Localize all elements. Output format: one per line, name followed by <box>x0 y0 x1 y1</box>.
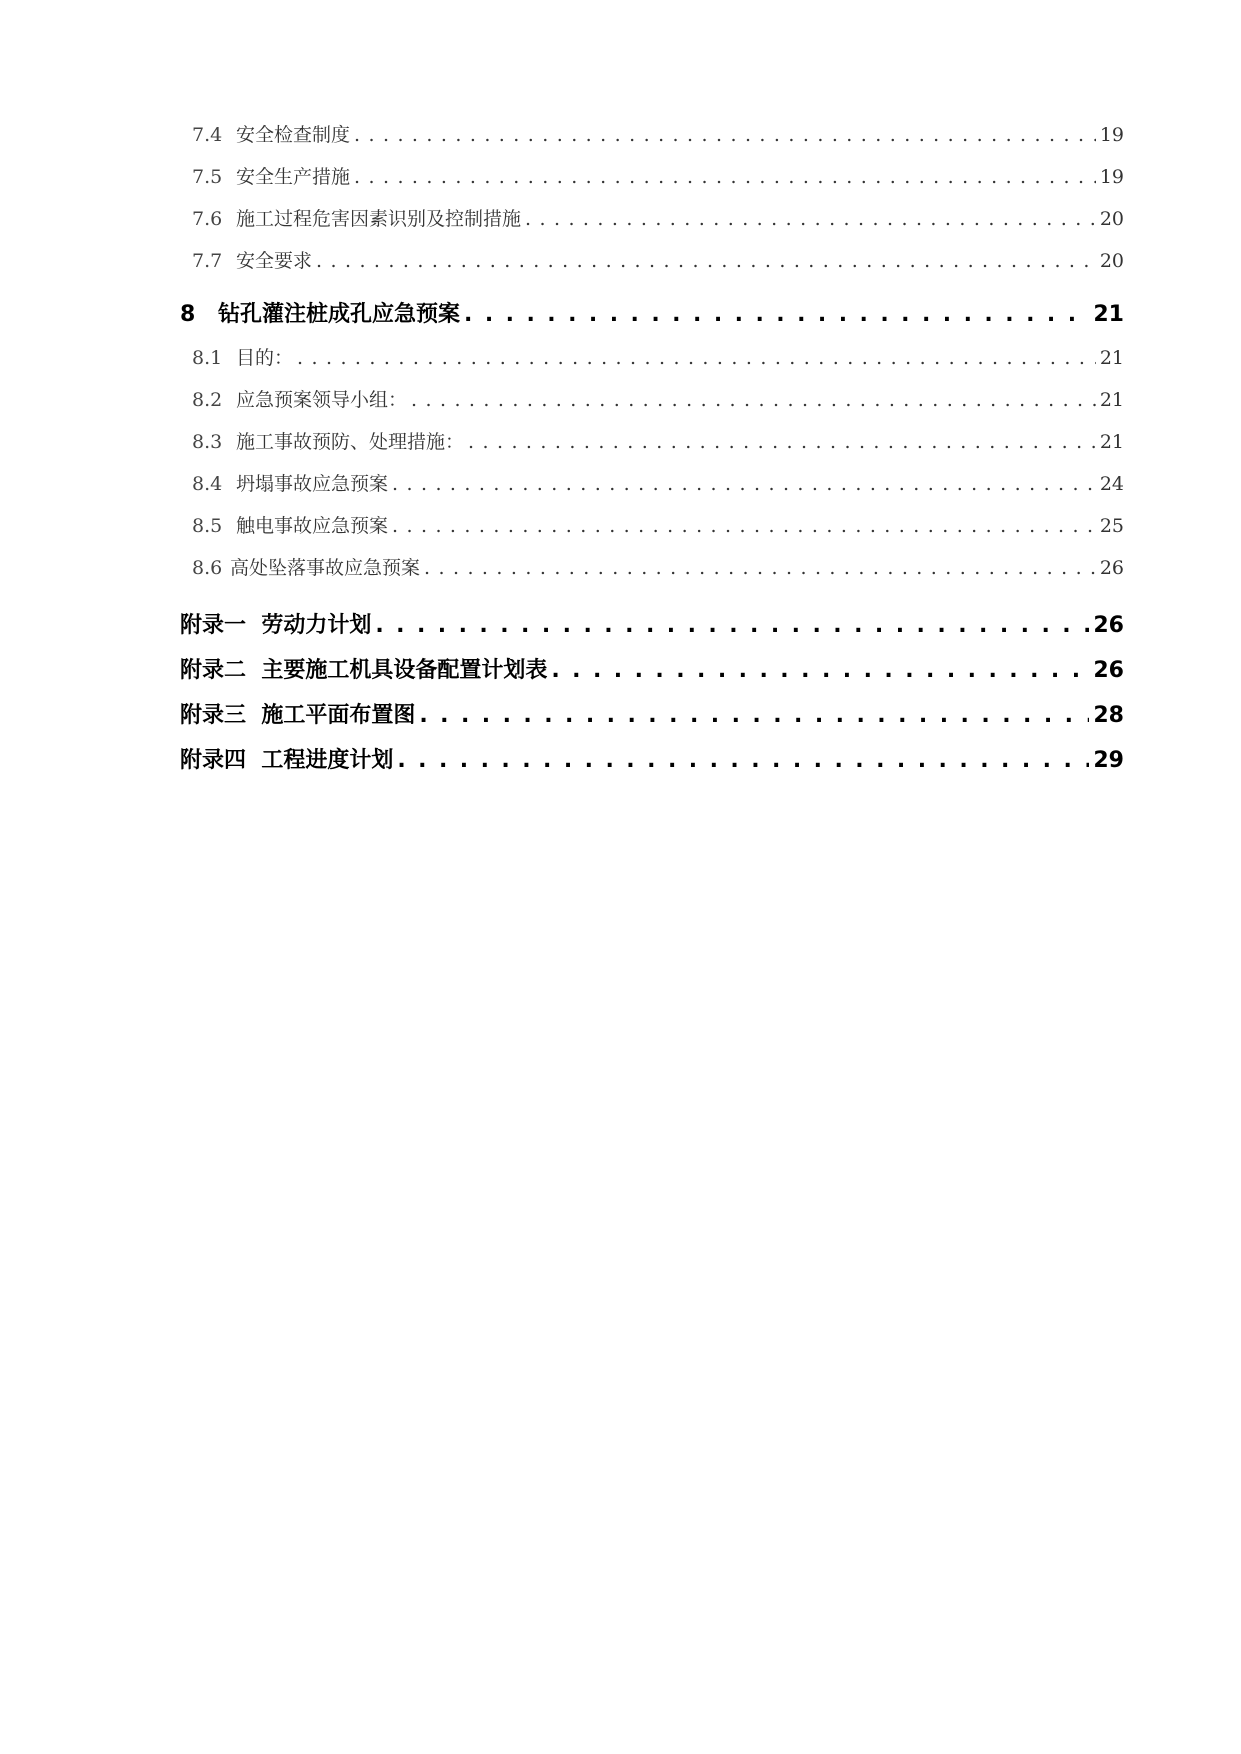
toc-entry-label <box>192 156 350 198</box>
dot-leader <box>419 693 1089 738</box>
toc-appendix-page: 26 <box>1093 613 1124 638</box>
toc-entry-page: 19 <box>1099 124 1124 146</box>
toc-chapter-8[interactable] <box>180 292 1124 337</box>
toc-entry-title: 安全要求 <box>236 250 313 272</box>
toc-chapter-label <box>180 292 460 337</box>
toc-entry-title: 施工过程危害因素识别及控制措施 <box>236 208 522 230</box>
toc-appendix-page: 26 <box>1093 658 1124 683</box>
toc-entry-number: 8.1 <box>192 347 223 369</box>
toc-appendix-page: 29 <box>1093 748 1124 773</box>
toc-appendix-title: 附录三 施工平面布置图 <box>180 703 416 728</box>
toc-entry-page: 21 <box>1099 389 1124 411</box>
toc-entry-label <box>192 463 388 505</box>
dot-leader <box>525 198 1096 240</box>
toc-entry-7-5[interactable] <box>180 156 1124 198</box>
dot-leader <box>375 603 1089 648</box>
toc-entry-8-5[interactable] <box>180 505 1124 547</box>
toc-entry-title: 安全检查制度 <box>236 124 351 146</box>
toc-entry-number: 8.5 <box>192 515 223 537</box>
dot-leader <box>468 421 1096 463</box>
toc-entry-number: 8.3 <box>192 431 223 453</box>
toc-appendix-title: 附录二 主要施工机具设备配置计划表 <box>180 658 548 683</box>
toc-entry-7-6[interactable] <box>180 198 1124 240</box>
toc-entry-label <box>192 114 350 156</box>
toc-entry-label <box>192 379 407 421</box>
toc-entry-page: 19 <box>1099 166 1124 188</box>
toc-entry-label <box>192 240 312 282</box>
toc-entry-label <box>192 421 464 463</box>
dot-leader <box>464 292 1089 337</box>
toc-entry-page: 21 <box>1099 347 1124 369</box>
dot-leader <box>424 547 1096 589</box>
toc-entry-title: 安全生产措施 <box>236 166 351 188</box>
toc-entry-8-2[interactable] <box>180 379 1124 421</box>
toc-entry-title: 坍塌事故应急预案 <box>236 473 389 495</box>
toc-entry-number: 7.7 <box>192 250 223 272</box>
dot-leader <box>354 156 1096 198</box>
dot-leader <box>392 463 1096 505</box>
toc-entry-title: 应急预案领导小组： <box>236 389 408 411</box>
toc-appendix-2[interactable] <box>180 648 1124 693</box>
dot-leader <box>392 505 1096 547</box>
toc-entry-8-6[interactable] <box>180 547 1124 589</box>
toc-appendix-page: 28 <box>1093 703 1124 728</box>
toc-entry-8-3[interactable] <box>180 421 1124 463</box>
dot-leader <box>411 379 1096 421</box>
toc-entry-label <box>192 505 388 547</box>
toc-entry-8-4[interactable] <box>180 463 1124 505</box>
toc-entry-number: 8.4 <box>192 473 223 495</box>
toc-entry-label <box>192 198 521 240</box>
toc-appendix-4[interactable] <box>180 738 1124 783</box>
toc-entry-page: 26 <box>1099 557 1124 579</box>
toc-appendix-1[interactable] <box>180 603 1124 648</box>
toc-entry-number: 8.2 <box>192 389 223 411</box>
toc-appendix-title: 附录四 工程进度计划 <box>180 748 394 773</box>
toc-entry-page: 25 <box>1099 515 1124 537</box>
toc-entry-7-7[interactable] <box>180 240 1124 282</box>
toc-chapter-page: 21 <box>1093 302 1124 327</box>
toc-entry-number: 8.6 <box>192 557 223 579</box>
toc-appendix-3[interactable] <box>180 693 1124 738</box>
toc-entry-8-1[interactable] <box>180 337 1124 379</box>
toc-entry-page: 20 <box>1099 208 1124 230</box>
toc-entry-number: 7.5 <box>192 166 223 188</box>
toc-entry-title: 目的： <box>236 347 294 369</box>
toc-entry-page: 21 <box>1099 431 1124 453</box>
toc-entry-page: 24 <box>1099 473 1124 495</box>
toc-entry-title: 高处坠落事故应急预案 <box>230 557 421 579</box>
toc-chapter-title: 钻孔灌注桩成孔应急预案 <box>218 302 461 327</box>
toc-chapter-number: 8 <box>180 302 196 327</box>
toc-entry-number: 7.4 <box>192 124 223 146</box>
toc-appendix-title: 附录一 劳动力计划 <box>180 613 372 638</box>
table-of-contents <box>180 114 1124 783</box>
toc-entry-title: 施工事故预防、处理措施： <box>236 431 465 453</box>
dot-leader <box>397 738 1089 783</box>
toc-entry-label <box>192 337 293 379</box>
toc-entry-title: 触电事故应急预案 <box>236 515 389 537</box>
toc-entry-number: 7.6 <box>192 208 223 230</box>
dot-leader <box>551 648 1089 693</box>
toc-entry-page: 20 <box>1099 250 1124 272</box>
toc-entry-7-4[interactable] <box>180 114 1124 156</box>
dot-leader <box>316 240 1096 282</box>
dot-leader <box>354 114 1096 156</box>
dot-leader <box>297 337 1096 379</box>
toc-entry-label <box>192 547 420 589</box>
